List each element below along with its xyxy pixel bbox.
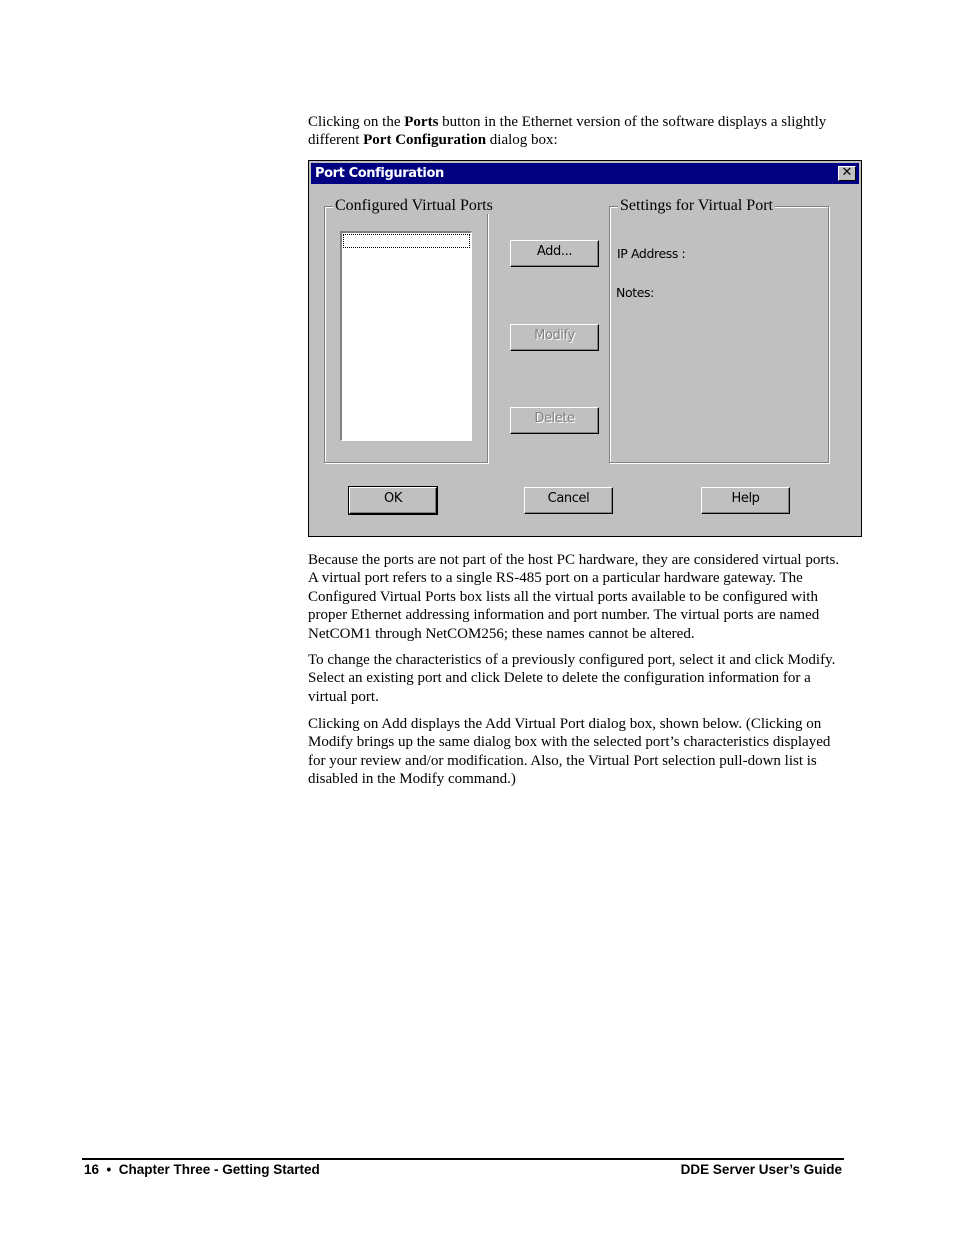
intro-port-config-bold: Port Configuration: [363, 132, 487, 149]
close-icon[interactable]: ✕: [838, 166, 856, 181]
delete-button[interactable]: Delete: [510, 407, 599, 434]
ok-button[interactable]: OK: [349, 487, 437, 514]
footer-left: 16 • Chapter Three - Getting Started: [84, 1162, 320, 1177]
footer-right: DDE Server User’s Guide: [680, 1162, 842, 1177]
cancel-button[interactable]: Cancel: [524, 487, 613, 514]
intro-paragraph: [308, 113, 848, 150]
intro-text-2: button in the Ethernet version of the software displays a slightly different: [308, 114, 827, 149]
modify-button[interactable]: Modify: [510, 324, 599, 351]
dialog-titlebar: [311, 163, 859, 184]
notes-label: Notes:: [616, 285, 654, 300]
body-paragraph-3: Clicking on Add displays the Add Virtual Port dialog box, shown below. (Clicking on Modify brings up the same dialog box with the selected port’s characteristics displayed for your review and/or modification. Also, the Virtual Port selection pull-down list is disabled in the Modify command.): [308, 716, 831, 788]
intro-text-1: Clicking on the: [308, 114, 405, 130]
settings-for-virtual-port-label: Settings for Virtual Port: [620, 197, 773, 214]
help-button[interactable]: Help: [701, 487, 790, 514]
add-button[interactable]: Add...: [510, 240, 599, 267]
configured-virtual-ports-label: Configured Virtual Ports: [335, 197, 493, 214]
body-paragraph-2: To change the characteristics of a previously configured port, select it and click Modify. Select an existing port and click Delete to delete the configuration information for a virtual port.: [308, 652, 836, 705]
dialog-title: Port Configuration: [315, 166, 444, 181]
body-paragraph-1: Because the ports are not part of the host PC hardware, they are considered virtual ports. A virtual port refers to a single RS-485 port on a particular hardware gateway. The Configured Virtual Ports box lists all the virtual ports available to be configured with proper Ethernet addressing information and port number. The virtual ports are named NetCOM1 through NetCOM256; these names cannot be altered.: [308, 552, 840, 642]
listbox-focus-item[interactable]: [343, 234, 470, 248]
settings-for-virtual-port-group: [609, 197, 829, 463]
intro-text-3: dialog box:: [486, 132, 558, 149]
footer-rule: [82, 1158, 844, 1160]
ip-address-label: IP Address :: [617, 246, 686, 261]
intro-ports-bold: Ports: [404, 114, 439, 130]
virtual-ports-listbox[interactable]: [340, 231, 472, 441]
